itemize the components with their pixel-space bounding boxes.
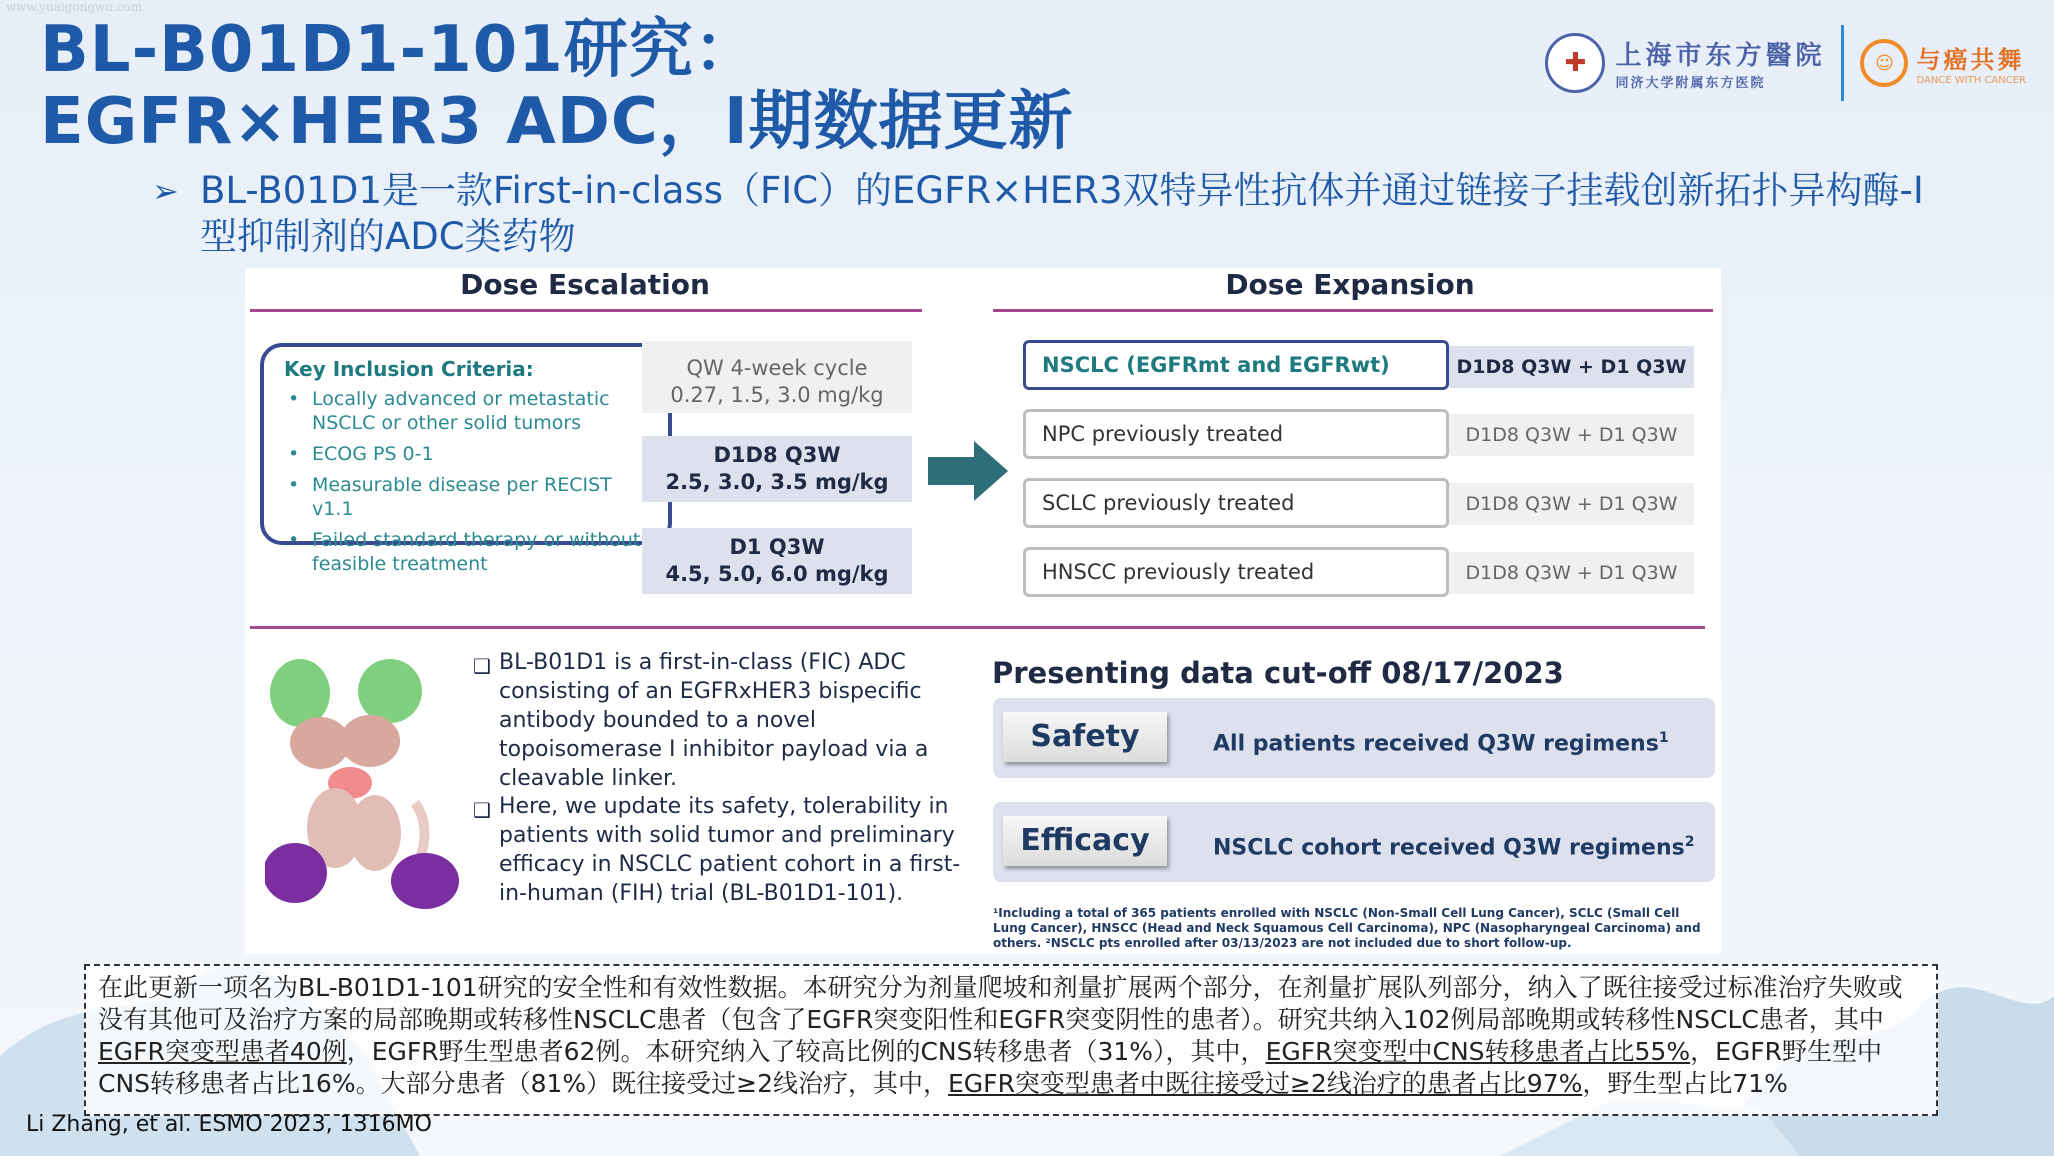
summary-highlight: EGFR突变型患者中既往接受过≥2线治疗的患者占比97%	[948, 1069, 1583, 1098]
arrow-bullet-icon: ➢	[152, 172, 179, 210]
title-line-1: BL-B01D1-101研究：	[40, 13, 759, 87]
inclusion-criteria-box	[260, 343, 672, 575]
intro-bullet	[152, 168, 1952, 260]
slide-title	[40, 14, 1074, 158]
data-cutoff-heading: Presenting data cut-off 08/17/2023	[992, 656, 1564, 690]
dance-logo-cn: 与癌共舞	[1916, 46, 2025, 74]
efficacy-text-body: NSCLC cohort received Q3W regimens	[1213, 835, 1685, 861]
dose-label: QW 4-week cycle	[686, 356, 868, 380]
dose-values: 4.5, 5.0, 6.0 mg/kg	[665, 562, 889, 586]
regimen-nsclc: D1D8 Q3W + D1 Q3W	[1449, 346, 1694, 388]
cohort-sclc: SCLC previously treated	[1023, 478, 1449, 528]
dose-label: D1D8 Q3W	[713, 443, 841, 467]
divider	[250, 309, 922, 312]
criteria-item: • Measurable disease per RECIST v1.1	[284, 473, 656, 521]
divider	[250, 626, 1705, 629]
checkbox-bullet-icon: ❑	[473, 798, 491, 822]
description-para-2	[473, 792, 973, 908]
safety-label: Safety	[1003, 712, 1167, 762]
summary-text: ，野生型占比71%	[1582, 1069, 1788, 1098]
criteria-item: • Locally advanced or metastatic NSCLC or other solid tumors	[284, 387, 656, 435]
dose-values: 2.5, 3.0, 3.5 mg/kg	[665, 470, 889, 494]
footnote-marker: 2	[1684, 834, 1695, 850]
cohort-npc: NPC previously treated	[1023, 409, 1449, 459]
description-para-1	[473, 648, 973, 793]
criteria-list	[284, 387, 656, 576]
logo-divider	[1841, 25, 1844, 101]
efficacy-text	[1213, 802, 1694, 888]
intro-bullet-text: BL-B01D1是一款First-in-class（FIC）的EGFR×HER3双特异性抗体并通过链接子挂载创新拓扑异构酶-I型抑制剂的ADC类药物	[200, 169, 1924, 258]
regimen-npc: D1D8 Q3W + D1 Q3W	[1449, 414, 1694, 456]
study-design-panel	[245, 268, 1721, 954]
footnote-marker: 1	[1658, 730, 1669, 746]
criteria-item: • Failed standard therapy or without feasible treatment	[284, 528, 656, 576]
safety-text	[1213, 698, 1669, 784]
summary-text: ，EGFR野生型中CNS转移患者占比16%。大部分患者（81%）既往接受过≥2线治疗，其中，	[98, 1037, 1882, 1098]
divider	[993, 309, 1713, 312]
summary-text: 在此更新一项名为BL-B01D1-101研究的安全性和有效性数据。本研究分为剂量爬坡和剂量扩展两个部分，在剂量扩展队列部分，纳入了既往接受过标准治疗失败或没有其他可及治疗方案的局部晚期或转移性NSCLC患者（包含了EGFR突变阳性和EGFR突变阴性的患者）。研究共纳入102例局部晚期或转移性NSCLC患者，其中	[98, 973, 1903, 1034]
hospital-logo	[1615, 35, 1825, 91]
criteria-item: • ECOG PS 0-1	[284, 442, 656, 466]
description-text: Here, we update its safety, tolerability in patients with solid tumor and preliminary efficacy in NSCLC patient cohort in a first-in-human (FIH) trial (BL-B01D1-101).	[499, 794, 961, 906]
efficacy-band	[993, 802, 1715, 882]
title-line-2: EGFR×HER3 ADC，I期数据更新	[40, 85, 1074, 159]
summary-text: ，EGFR野生型患者62例。本研究纳入了较高比例的CNS转移患者（31%），其中，	[346, 1037, 1266, 1066]
criteria-title: Key Inclusion Criteria:	[284, 357, 534, 381]
dose-cohort-d1d8	[642, 436, 912, 502]
description-text: BL-B01D1 is a first-in-class (FIC) ADC consisting of an EGFRxHER3 bispecific antibody bounded to a novel topoisomerase I inhibitor payload via a cleavable linker.	[499, 650, 929, 791]
checkbox-bullet-icon: ❑	[473, 654, 491, 678]
dose-escalation-title: Dose Escalation	[460, 268, 710, 301]
dance-logo-en: DANCE WITH CANCER	[1916, 75, 2026, 86]
hospital-subtitle: 同济大学附属东方医院	[1615, 76, 1766, 91]
logo-area	[1545, 22, 2026, 104]
dose-expansion-title: Dose Expansion	[1225, 268, 1475, 301]
summary-highlight: EGFR突变型中CNS转移患者占比55%	[1265, 1037, 1691, 1066]
dose-cohort-d1	[642, 528, 912, 594]
footnote: ¹Including a total of 365 patients enrolled with NSCLC (Non-Small Cell Lung Cancer), SCLC (Small Cell Lung Cancer), HNSCC (Head and Neck Squamous Cell Carcinoma), NPC (Nasopharyngeal Carcinoma) and others. ²NSCLC pts enrolled after 03/13/2023 are not included due to short follow-up.	[993, 906, 1701, 950]
cohort-hnscc: HNSCC previously treated	[1023, 547, 1449, 597]
safety-band	[993, 698, 1715, 778]
regimen-sclc: D1D8 Q3W + D1 Q3W	[1449, 483, 1694, 525]
citation: Li Zhang, et al. ESMO 2023, 1316MO	[26, 1112, 432, 1137]
cohort-nsclc: NSCLC (EGFRmt and EGFRwt)	[1023, 340, 1449, 390]
watermark-text: www.yuaigongwu.com	[6, 0, 143, 14]
dose-cohort-qw	[642, 341, 912, 413]
dance-logo-icon: ☺	[1860, 39, 1908, 87]
safety-text-body: All patients received Q3W regimens	[1213, 731, 1659, 757]
hospital-name: 上海市东方醫院	[1615, 41, 1826, 71]
efficacy-label: Efficacy	[1003, 816, 1167, 866]
right-arrow-icon	[928, 441, 1008, 501]
summary-box	[84, 964, 1938, 1116]
dose-values: 0.27, 1.5, 3.0 mg/kg	[670, 383, 884, 407]
dose-label: D1 Q3W	[729, 535, 825, 559]
summary-highlight: EGFR突变型患者40例	[98, 1037, 347, 1066]
hospital-seal-icon: ✚	[1545, 33, 1605, 93]
regimen-hnscc: D1D8 Q3W + D1 Q3W	[1449, 552, 1694, 594]
dance-logo	[1916, 40, 2026, 86]
antibody-structure-image	[265, 653, 475, 913]
